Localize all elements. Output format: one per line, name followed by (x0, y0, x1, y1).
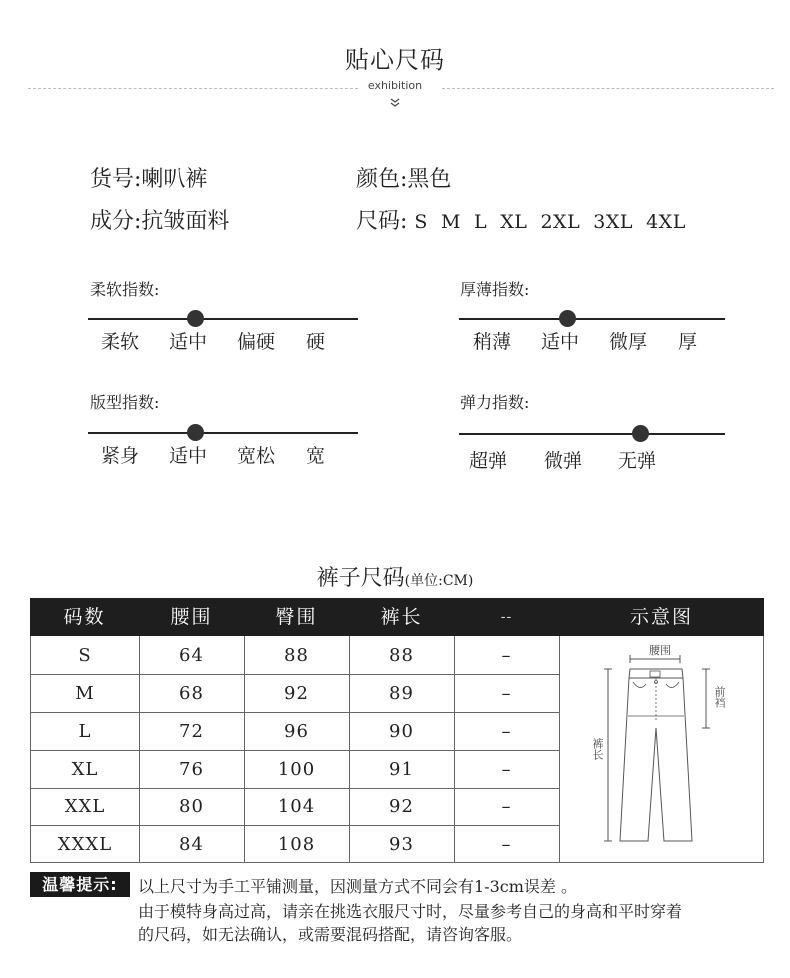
header-diagram: 示意图 (629, 606, 693, 628)
thickness-option: 微厚 (609, 331, 648, 353)
softness-option: 硬 (306, 331, 326, 353)
softness-scale-line (88, 318, 358, 320)
elasticity-option: 无弹 (618, 450, 657, 472)
table-cell-length: 92 (389, 796, 414, 817)
header-hip: 臀围 (275, 606, 318, 628)
fit-indicator-dot (187, 424, 204, 441)
table-divider (31, 712, 560, 713)
table-cell-size: XXL (64, 796, 106, 817)
header-empty: -- (500, 609, 513, 625)
table-divider (454, 636, 455, 862)
table-divider (244, 636, 245, 862)
size-info (356, 204, 686, 235)
color-value: 黑色 (407, 167, 452, 192)
size-table-title (0, 561, 790, 592)
thickness-option: 厚 (678, 331, 698, 353)
table-cell-length: 91 (389, 759, 414, 780)
page-title: 贴心尺码 (345, 46, 445, 74)
elasticity-scale-line (459, 433, 725, 435)
size-table-header (30, 598, 764, 636)
table-cell-hip: 100 (277, 759, 316, 780)
page-subtitle: exhibition (367, 79, 423, 92)
table-cell-waist: 80 (179, 796, 204, 817)
diagram-waist-label: 腰围 (644, 644, 676, 658)
material-label: 成分: (90, 209, 142, 234)
tip-line-3: 的尺码，如无法确认，或需要混码搭配，请咨询客服。 (138, 925, 523, 944)
table-cell-extra: – (501, 759, 512, 780)
softness-index-label: 柔软指数: (90, 280, 160, 299)
header-size: 码数 (63, 606, 106, 628)
table-cell-length: 89 (389, 683, 414, 704)
table-divider (31, 674, 560, 675)
table-cell-waist: 68 (179, 683, 204, 704)
table-cell-extra: – (501, 683, 512, 704)
table-cell-hip: 104 (277, 796, 316, 817)
fit-option: 宽 (306, 445, 326, 467)
elasticity-option: 超弹 (469, 450, 508, 472)
softness-option: 适中 (169, 331, 208, 353)
double-chevron-down-icon (0, 93, 790, 112)
fit-option: 宽松 (237, 445, 276, 467)
size-table-title-text: 裤子尺码 (316, 566, 405, 591)
fit-scale-line (88, 432, 358, 434)
table-cell-length: 90 (389, 721, 414, 742)
table-cell-size: M (75, 683, 95, 704)
thickness-indicator-dot (559, 310, 576, 327)
header-length: 裤长 (380, 606, 423, 628)
table-cell-hip: 88 (284, 645, 309, 666)
tip-badge: 温馨提示: (30, 872, 130, 897)
table-divider (31, 788, 560, 789)
table-cell-waist: 64 (179, 645, 204, 666)
size-table-body (30, 636, 764, 863)
table-cell-waist: 72 (179, 721, 204, 742)
table-cell-size: S (78, 645, 92, 666)
thickness-scale-line (459, 318, 725, 320)
material-value: 抗皱面料 (141, 209, 230, 234)
softness-option: 偏硬 (237, 331, 276, 353)
thickness-option: 稍薄 (473, 331, 512, 353)
table-cell-waist: 76 (179, 759, 204, 780)
elasticity-option: 微弹 (544, 450, 583, 472)
item-number-value: 喇叭裤 (141, 167, 208, 192)
table-cell-length: 88 (389, 645, 414, 666)
size-list: S M L XL 2XL 3XL 4XL (414, 211, 686, 233)
thickness-index-label: 厚薄指数: (460, 280, 530, 299)
table-cell-waist: 84 (179, 834, 204, 855)
table-cell-extra: – (501, 834, 512, 855)
tip-line-1: 以上尺寸为手工平铺测量，因测量方式不同会有1-3cm误差 。 (138, 877, 577, 896)
elasticity-index-label: 弹力指数: (460, 393, 530, 412)
color-info (356, 162, 451, 193)
size-label: 尺码: (356, 209, 408, 234)
item-number (90, 162, 207, 193)
diagram-rise-label: 前裆 (713, 686, 726, 708)
table-cell-extra: – (501, 721, 512, 742)
material-info (90, 204, 229, 235)
table-cell-extra: – (501, 796, 512, 817)
table-divider (31, 750, 560, 751)
softness-indicator-dot (187, 310, 204, 327)
fit-option: 适中 (169, 445, 208, 467)
size-table-unit: (单位:CM) (404, 573, 474, 589)
table-divider (31, 825, 560, 826)
header-waist: 腰围 (170, 606, 213, 628)
table-cell-length: 93 (389, 834, 414, 855)
table-cell-hip: 108 (277, 834, 316, 855)
table-cell-size: L (78, 721, 92, 742)
softness-option: 柔软 (101, 331, 140, 353)
table-divider (139, 636, 140, 862)
pants-diagram (560, 636, 764, 862)
tip-line-2: 由于模特身高过高，请亲在挑选衣服尺寸时，尽量参考自己的身高和平时穿着 (138, 902, 683, 921)
table-cell-hip: 96 (284, 721, 309, 742)
thickness-option: 适中 (541, 331, 580, 353)
fit-index-label: 版型指数: (90, 393, 160, 412)
table-cell-extra: – (501, 645, 512, 666)
item-number-label: 货号: (90, 167, 142, 192)
table-cell-hip: 92 (284, 683, 309, 704)
color-label: 颜色: (356, 167, 408, 192)
table-cell-size: XXXL (57, 834, 113, 855)
diagram-length-label: 裤长 (591, 738, 604, 760)
table-cell-size: XL (71, 759, 99, 780)
elasticity-indicator-dot (632, 425, 649, 442)
table-divider (349, 636, 350, 862)
fit-option: 紧身 (101, 445, 140, 467)
